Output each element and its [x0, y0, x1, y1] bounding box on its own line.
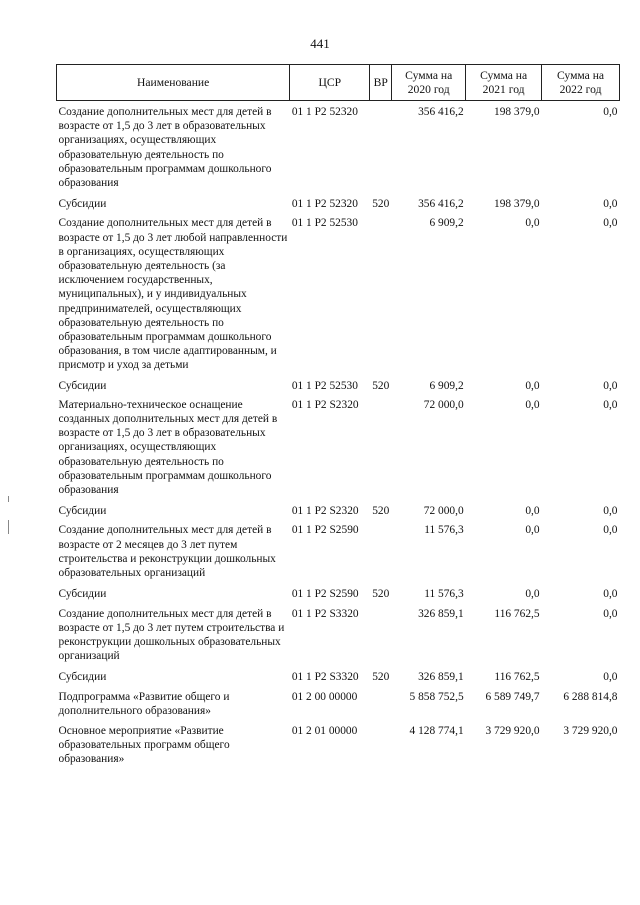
- row-sum-2021: 0,0: [525, 217, 540, 230]
- row-sum-2021: 198 379,0: [494, 198, 540, 211]
- header-sum-2022: Сумма на 2022 год: [542, 65, 620, 101]
- row-sum-2020: 11 576,3: [424, 588, 464, 601]
- row-sum-2021: 116 762,5: [494, 671, 540, 684]
- row-csr: 01 1 P2 S3320: [291, 671, 359, 684]
- row-csr: 01 1 P2 52530: [291, 379, 358, 392]
- row-name: Материально-техническое оснащение созданных дополнительных мест для детей в возрасте от 1,5 до 3 лет в образовательных организациях, осуществляющих образовательную деятельность по образовательным программам дошкольного образования: [58, 398, 278, 497]
- row-csr: 01 1 P2 S2320: [291, 398, 359, 411]
- row-sum-2020: 4 128 774,1: [409, 724, 464, 737]
- row-vr: 520: [372, 379, 390, 392]
- table-row: [57, 602, 620, 664]
- table-row: [57, 497, 620, 518]
- row-sum-2020: 6 909,2: [429, 379, 464, 392]
- row-name: Субсидии: [58, 198, 107, 211]
- row-sum-2020: 5 858 752,5: [409, 690, 464, 703]
- row-name: Создание дополнительных мест для детей в возрасте от 2 месяцев до 3 лет путем строительства и реконструкции дошкольных образовательных организаций: [58, 524, 276, 580]
- row-vr: 520: [372, 588, 390, 601]
- row-name: Субсидии: [58, 379, 107, 392]
- row-sum-2021: 0,0: [525, 524, 540, 537]
- row-sum-2020: 72 000,0: [423, 505, 464, 518]
- row-name: Подпрограмма «Развитие общего и дополнительного образования»: [58, 690, 230, 717]
- row-csr: 01 2 00 00000: [291, 690, 358, 703]
- row-sum-2021: 0,0: [525, 398, 540, 411]
- row-sum-2022: 0,0: [603, 588, 618, 601]
- row-vr: [370, 393, 392, 497]
- row-csr: 01 1 P2 S2590: [291, 524, 359, 537]
- row-sum-2022: 0,0: [603, 505, 618, 518]
- row-name: Создание дополнительных мест для детей в возрасте от 1,5 до 3 лет путем строительства и реконструкции дошкольных образовательных организаций: [58, 607, 285, 663]
- page-number: 441: [310, 36, 330, 51]
- row-sum-2021: 0,0: [525, 588, 540, 601]
- row-csr: 01 1 P2 52530: [291, 217, 358, 230]
- row-sum-2022: 0,0: [603, 524, 618, 537]
- row-sum-2021: 6 589 749,7: [485, 690, 540, 703]
- row-sum-2021: 0,0: [525, 505, 540, 518]
- header-vr: ВР: [370, 65, 392, 101]
- row-name: Создание дополнительных мест для детей в возрасте от 1,5 до 3 лет в образовательных организациях, осуществляющих образовательную деятельность по образовательным программам дошкольного образования: [58, 106, 272, 190]
- row-sum-2020: 356 416,2: [418, 106, 464, 118]
- scan-margin-mark: [8, 520, 9, 534]
- row-name: Субсидии: [58, 588, 107, 601]
- row-csr: 01 1 P2 S2590: [291, 588, 359, 601]
- row-sum-2022: 3 729 920,0: [563, 724, 618, 737]
- scan-margin-mark: [8, 496, 9, 502]
- row-vr: [370, 718, 392, 767]
- row-name: Субсидии: [58, 671, 107, 684]
- table-row: [57, 518, 620, 580]
- row-vr: [370, 101, 392, 191]
- row-csr: 01 1 P2 S3320: [291, 607, 359, 620]
- row-vr: 520: [372, 671, 390, 684]
- row-csr: 01 2 01 00000: [291, 724, 358, 737]
- row-sum-2020: 326 859,1: [418, 671, 464, 684]
- table-row: [57, 373, 620, 393]
- row-vr: [370, 685, 392, 718]
- row-name: Субсидии: [58, 505, 107, 518]
- table-row: [57, 393, 620, 497]
- table-row: [57, 718, 620, 767]
- row-sum-2022: 0,0: [603, 106, 618, 118]
- row-sum-2022: 6 288 814,8: [563, 690, 618, 703]
- row-csr: 01 1 P2 52320: [291, 198, 358, 211]
- header-name: Наименование: [57, 65, 290, 101]
- row-sum-2020: 6 909,2: [429, 217, 464, 230]
- table-row: [57, 101, 620, 191]
- table-row: [57, 685, 620, 718]
- row-name: Основное мероприятие «Развитие образовательных программ общего образования»: [58, 724, 230, 766]
- row-vr: [370, 602, 392, 664]
- header-sum-2021: Сумма на 2021 год: [466, 65, 542, 101]
- row-sum-2022: 0,0: [603, 671, 618, 684]
- row-sum-2020: 11 576,3: [424, 524, 464, 537]
- row-vr: 520: [372, 505, 390, 518]
- header-sum-2020: Сумма на 2020 год: [392, 65, 466, 101]
- table-row: [57, 211, 620, 372]
- row-sum-2020: 72 000,0: [423, 398, 464, 411]
- row-vr: [370, 211, 392, 372]
- row-csr: 01 1 P2 52320: [291, 106, 358, 118]
- row-sum-2022: 0,0: [603, 607, 618, 620]
- table-header-row: [57, 65, 620, 101]
- row-vr: [370, 518, 392, 580]
- row-sum-2021: 3 729 920,0: [485, 724, 540, 737]
- row-name: Создание дополнительных мест для детей в возрасте от 1,5 до 3 лет любой направленности в организациях, осуществляющих образовательную деятельность (за исключением государственных, муниципальных), и у индивидуальных предпринимателей, осуществляющих образовательную деятельность по образовательным программам дошкольного образования, в том числе адаптированным, и присмотр и уход за детьми: [58, 217, 288, 372]
- row-sum-2021: 116 762,5: [494, 607, 540, 620]
- row-sum-2020: 356 416,2: [418, 198, 464, 211]
- table-row: [57, 663, 620, 684]
- budget-table: [56, 64, 620, 767]
- row-sum-2022: 0,0: [603, 379, 618, 392]
- table-row: [57, 580, 620, 601]
- row-sum-2021: 0,0: [525, 379, 540, 392]
- table-row: [57, 190, 620, 211]
- row-sum-2022: 0,0: [603, 198, 618, 211]
- row-csr: 01 1 P2 S2320: [291, 505, 359, 518]
- row-sum-2022: 0,0: [603, 398, 618, 411]
- row-sum-2020: 326 859,1: [418, 607, 464, 620]
- row-sum-2022: 0,0: [603, 217, 618, 230]
- row-vr: 520: [372, 198, 390, 211]
- row-sum-2021: 198 379,0: [494, 106, 540, 118]
- header-csr: ЦСР: [290, 65, 370, 101]
